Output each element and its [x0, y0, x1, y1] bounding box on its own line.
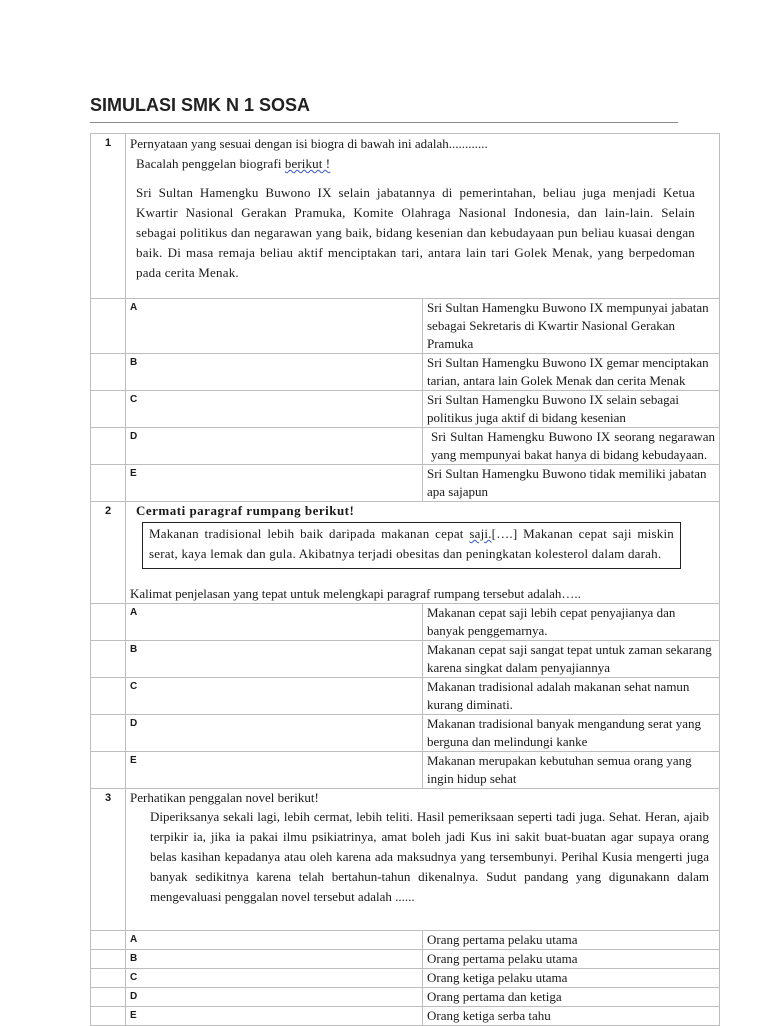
option-letter: C: [126, 391, 423, 428]
option-text: Orang pertama pelaku utama: [423, 950, 720, 969]
option-row: [91, 678, 720, 715]
option-letter: B: [126, 354, 423, 391]
option-text: Orang pertama pelaku utama: [423, 931, 720, 950]
question-2-stem: Kalimat penjelasan yang tepat untuk melengkapi paragraf rumpang tersebut adalah…..: [130, 586, 581, 601]
option-text: Makanan cepat saji lebih cepat penyajianya dan banyak penggemarnya.: [423, 604, 720, 641]
option-row: [91, 715, 720, 752]
question-1-row: [91, 134, 720, 299]
question-2-passage-box: Makanan tradisional lebih baik daripada makanan cepat saji.[….] Makanan cepat saji miskin serat, kaya lemak dan gula. Akibatnya terjadi obesitas dan peningkatan kolesterol dalam darah.: [142, 522, 681, 569]
option-row: [91, 641, 720, 678]
option-row: [91, 354, 720, 391]
option-text: Sri Sultan Hamengku Buwono IX selain sebagai politikus juga aktif di bidang kesenian: [423, 391, 720, 428]
option-row: [91, 931, 720, 950]
question-3-row: [91, 789, 720, 931]
option-letter: A: [126, 931, 423, 950]
question-1-passage: Sri Sultan Hamengku Buwono IX selain jabatannya di pemerintahan, beliau juga menjadi Ketua Kwartir Nasional Gerakan Pramuka, Komite Olahraga Nasional Indonesia, dan lain-lain. Selain sebagai politikus dan negarawan yang baik, bidang kesenian dan kebudayaan pun beliau kuasai dengan baik. Di masa remaja beliau aktif menciptakan tari, antara lain tari Golek Menak, yang berpedoman pada cerita Menak.: [136, 185, 695, 280]
question-table: [90, 133, 720, 1026]
option-letter: E: [126, 752, 423, 789]
document-title: SIMULASI SMK N 1 SOSA: [90, 95, 311, 115]
option-letter: E: [126, 465, 423, 502]
option-letter: C: [126, 678, 423, 715]
option-row: [91, 950, 720, 969]
option-row: [91, 752, 720, 789]
option-letter: B: [126, 641, 423, 678]
option-letter: B: [126, 950, 423, 969]
option-letter: D: [126, 428, 423, 465]
option-row: [91, 391, 720, 428]
question-2-instruction: Cermati paragraf rumpang berikut!: [136, 503, 355, 518]
option-letter: A: [126, 604, 423, 641]
option-text: Sri Sultan Hamengku Buwono tidak memiliki jabatan apa sajapun: [423, 465, 720, 502]
option-row: [91, 1007, 720, 1026]
question-2-row: [91, 502, 720, 604]
option-letter: E: [126, 1007, 423, 1026]
option-letter: C: [126, 969, 423, 988]
spellcheck-word: saji.[: [469, 526, 497, 541]
title-underline: [90, 122, 678, 123]
option-row: [91, 428, 720, 465]
option-text: Orang ketiga pelaku utama: [423, 969, 720, 988]
option-text: Orang ketiga serba tahu: [423, 1007, 720, 1026]
option-row: [91, 988, 720, 1007]
question-number: 1: [91, 134, 126, 299]
question-number: 2: [91, 502, 126, 604]
option-text: Makanan tradisional banyak mengandung serat yang berguna dan melindungi kanke: [423, 715, 720, 752]
option-row: [91, 604, 720, 641]
option-text: Makanan tradisional adalah makanan sehat namun kurang diminati.: [423, 678, 720, 715]
option-text: Sri Sultan Hamengku Buwono IX mempunyai jabatan sebagai Sekretaris di Kwartir Nasional Gerakan Pramuka: [423, 299, 720, 354]
option-letter: D: [126, 715, 423, 752]
option-text: Sri Sultan Hamengku Buwono IX gemar menciptakan tarian, antara lain Golek Menak dan cerita Menak: [423, 354, 720, 391]
option-text: Makanan merupakan kebutuhan semua orang yang ingin hidup sehat: [423, 752, 720, 789]
question-1-intro: Bacalah penggelan biografi berikut !: [136, 156, 331, 171]
option-text: Sri Sultan Hamengku Buwono IX seorang negarawan yang mempunyai bakat hanya di bidang kebudayaan.: [423, 428, 720, 465]
option-row: [91, 465, 720, 502]
option-row: [91, 969, 720, 988]
option-text: Makanan cepat saji sangat tepat untuk zaman sekarang karena singkat dalam penyajiannya: [423, 641, 720, 678]
question-1-stem: Pernyataan yang sesuai dengan isi biogra di bawah ini adalah............: [130, 136, 488, 151]
question-1-body: [126, 134, 720, 299]
question-3-body: [126, 789, 720, 931]
option-letter: D: [126, 988, 423, 1007]
question-number: 3: [91, 789, 126, 931]
option-text: Orang pertama dan ketiga: [423, 988, 720, 1007]
option-letter: A: [126, 299, 423, 354]
spellcheck-word: berikut !: [284, 156, 331, 171]
option-row: [91, 299, 720, 354]
question-3-passage: Diperiksanya sekali lagi, lebih cermat, lebih teliti. Hasil pemeriksaan seperti tadi juga. Sehat. Heran, ajaib terpikir ia, jika ia pakai ilmu psikiatrinya, amat boleh jadi Kus ini sakit buat-buatan agar supaya orang belas kasihan kepadanya atau oleh karena ada maksudnya yang tersembunyi. Perihal Kusia mengerti juga banyak sedikitnya karena telah bertahun-tahun dikenalnya. Sudut pandang yang digunakann dalam mengevaluasi penggalan novel tersebut adalah ......: [150, 809, 709, 904]
question-2-body: [126, 502, 720, 604]
question-3-stem: Perhatikan penggalan novel berikut!: [130, 790, 319, 805]
